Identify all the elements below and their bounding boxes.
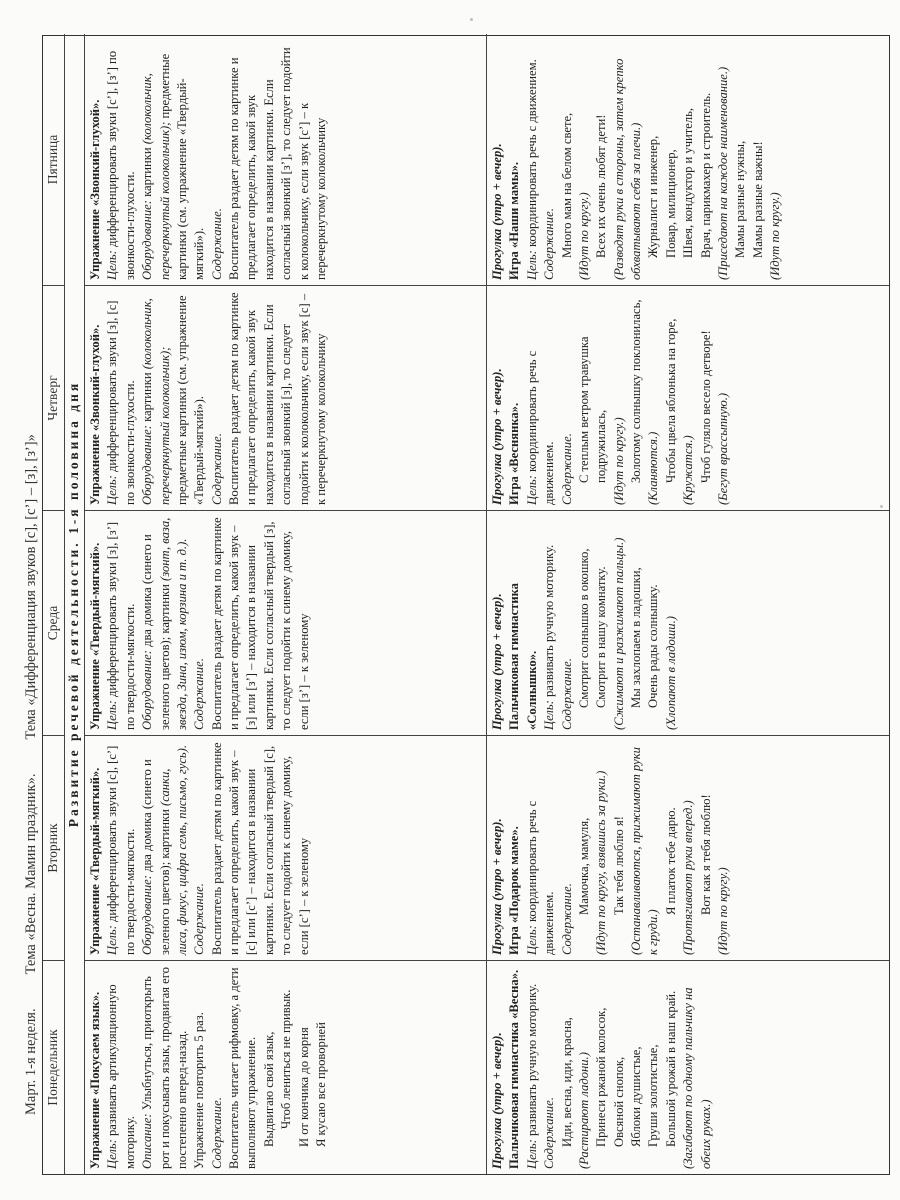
verse-line: Журналист и инженер, xyxy=(646,135,661,258)
stage-direction: (Загибают по одному пальчику на обеих руках.) xyxy=(681,987,713,1169)
cell-tuesday-exercise xyxy=(85,735,487,960)
cell-wednesday-game xyxy=(487,510,889,735)
verse-line: Так тебя люблю я! xyxy=(611,816,626,915)
stage-direction: (Идут по кругу.) xyxy=(611,417,626,505)
equipment-items: (колокольчик, перечеркнутый колокольчик); xyxy=(140,298,172,505)
section-title: Развитие речевой деятельности. 1-я половина дня xyxy=(65,34,85,1174)
verse-line: Смотрит солнышко в окошко, xyxy=(576,548,591,708)
stage-direction: (Растирают ладони.) xyxy=(576,1052,591,1169)
goal-text: развивать ручную моторику. xyxy=(542,544,557,698)
content-intro: Воспитатель читает рифмовку, а дети выполняют упражнение. xyxy=(227,967,259,1169)
goal-text: дифференцировать звуки [с], [с’] по твердости-мягкости. xyxy=(105,745,137,955)
equipment-items: (колокольчик, перечеркнутый колокольчик); xyxy=(140,73,172,280)
walk-label: Прогулка (утро + вечер). xyxy=(490,818,504,955)
stage-direction: (Разводят руки в стороны, затем крепко обхватывают себя за плечи.) xyxy=(611,58,643,280)
content-label: Содержание. xyxy=(192,658,207,730)
day-header-friday: Пятница xyxy=(43,34,65,285)
poem-line: Чтоб лениться не привык. xyxy=(279,989,294,1129)
day-header-tuesday: Вторник xyxy=(43,735,65,960)
verse-line: С теплым ветром травушка подружилась, xyxy=(576,336,609,483)
equipment-tail: предметные картинки (см. упражнение «Твердый-мягкий»). xyxy=(157,53,207,280)
cell-friday-exercise xyxy=(85,34,487,285)
description-label: Описание: xyxy=(140,1113,155,1169)
goal-text: развивать артикуляционную моторику. xyxy=(105,984,137,1169)
goal-text: дифференцировать звуки [с’], [з’] по звонкости-глухости. xyxy=(105,50,137,280)
exercise-title: Упражнение «Твердый-мягкий». xyxy=(88,542,102,730)
goal-label: Цель: xyxy=(105,1139,120,1169)
verse-line: Повар, милиционер, xyxy=(663,149,678,258)
equipment-label: Оборудование: xyxy=(140,875,155,955)
verse-line: Мы захлопаем в ладошки, xyxy=(629,567,643,708)
walk-label: Прогулка (утро + вечер). xyxy=(490,1032,504,1169)
equipment-text: два домика (синего и зеленого цветов); картинки xyxy=(140,759,172,955)
verse-line: Мамы разные нужны, xyxy=(733,140,748,258)
stage-direction: (Кружатся.) xyxy=(681,435,696,505)
equipment-text: два домика (синего и зеленого цветов); картинки xyxy=(140,534,172,730)
verse-line: Яблоки душистые, xyxy=(629,1046,643,1147)
verse-line: Груши золотистые, xyxy=(646,1044,661,1147)
cell-wednesday-exercise xyxy=(85,510,487,735)
goal-label: Цель: xyxy=(105,250,120,280)
weekly-plan-table xyxy=(42,35,890,1175)
stage-direction: (Приседают на каждое наименование.) xyxy=(715,66,730,280)
stage-direction: (Идут по кругу.) xyxy=(715,867,730,955)
walk-label: Прогулка (утро + вечер). xyxy=(490,143,504,280)
cell-thursday-exercise xyxy=(85,285,487,510)
equipment-label: Оборудование: xyxy=(140,425,155,505)
verse-line: Мамы разные важны! xyxy=(750,141,765,258)
verse-line: Смотрит в нашу комнатку. xyxy=(594,566,609,708)
scan-artifact xyxy=(470,18,473,21)
content-text: Воспитатель раздает детям по картинке и предлагает определить, какой звук – [с] или [с’] – находится в названии картинки. Если согласный твердый [с], то следует подойти к синему домику, если [с’] – к зеленому xyxy=(209,742,311,955)
theme-sounds: Тема «Дифференциация звуков [с], [с’] – [з], [з’]» xyxy=(23,434,39,740)
content-text: Воспитатель раздает детям по картинке и предлагает определить, какой звук находится в названии картинки. Если согласный звонкий [з’], то следует подойти к колокольчику, если звук [с’] – к перечеркнутому колокольчику xyxy=(227,47,328,280)
rotated-plan-sheet xyxy=(20,35,890,1175)
cell-monday-game xyxy=(487,960,889,1174)
verse-line: Врач, парикмахер и строитель. xyxy=(698,92,713,258)
goal-label: Цель: xyxy=(542,700,557,730)
activity-title: Игра «Наши мамы». xyxy=(507,161,522,280)
content-text: Воспитатель раздает детям по картинке и предлагает определить, какой звук – [з] или [з’] – находится в названии картинки. Если согласный твердый [з], то следует подойти к синему домику, если [з’] – к зеленому xyxy=(209,517,311,730)
cell-friday-game xyxy=(487,34,889,285)
poem-line: И от кончика до корня xyxy=(296,1027,311,1147)
verse-line: Иди, весна, иди, красна, xyxy=(559,1017,574,1147)
goal-line xyxy=(524,741,559,955)
cell-tuesday-game xyxy=(487,735,889,960)
activity-title: Пальчиковая гимнастика «Солнышко». xyxy=(507,583,539,730)
verse-line: Много мам на белом свете, xyxy=(559,112,574,258)
content-label: Содержание. xyxy=(192,883,207,955)
goal-line xyxy=(524,291,559,505)
stage-direction: (Идут по кругу.) xyxy=(768,192,782,280)
goal-label: Цель: xyxy=(524,475,539,505)
exercise-title: Упражнение «Твердый-мягкий». xyxy=(88,767,102,955)
equipment-tail: предметные картинки (см. упражнение «Твердый-мягкий»). xyxy=(174,295,207,505)
goal-text: развивать ручную моторику. xyxy=(524,983,539,1137)
day-header-monday: Понедельник xyxy=(43,960,65,1174)
cell-monday-exercise xyxy=(85,960,487,1174)
exercise-title: Упражнение «Покусаем язык». xyxy=(88,991,102,1169)
content-text: Воспитатель раздает детям по картинке и предлагает определить, какой звук находится в названии картинки. Если согласный звонкий [з], то следует подойти к колокольчику, если звук [с] – к перечеркнутому колокольчику xyxy=(227,292,328,505)
stage-direction: (Останавливаются, прижимают руки к груди.) xyxy=(629,747,661,955)
goal-text: координировать речь с движением. xyxy=(524,59,539,248)
goal-label: Цель: xyxy=(105,925,120,955)
day-header-wednesday: Среда xyxy=(43,510,65,735)
walk-label: Прогулка (утро + вечер). xyxy=(490,593,504,730)
content-label: Содержание. xyxy=(559,433,574,505)
poem-line: Выдвигаю свой язык, xyxy=(261,1031,276,1147)
verse-line: Чтобы цвела яблонька на горе, xyxy=(663,318,678,483)
goal-label: Цель: xyxy=(524,925,539,955)
cell-thursday-game xyxy=(487,285,889,510)
stage-direction: (Бегут врассыпную.) xyxy=(715,392,730,505)
content-label: Содержание. xyxy=(209,208,224,280)
description-text: Улыбнуться, приоткрыть рот и покусывать язык, продвигая его постепенно вперед-назад. Упражнение повторить 5 раз. xyxy=(140,967,207,1169)
verse-line: Швея, кондуктор и учитель, xyxy=(681,107,696,258)
verse-line: Принеси ржаной колосок, xyxy=(594,1007,609,1147)
theme-lexical: Тема «Весна. Мамин праздник». xyxy=(23,773,39,975)
verse-line: Золотому солнышку поклонилась, xyxy=(629,299,643,483)
equipment-label: Оборудование: xyxy=(140,650,155,730)
content-label: Содержание. xyxy=(209,433,224,505)
verse-line: Вот как я тебя люблю! xyxy=(698,794,713,915)
activity-title: Игра «Подарок маме». xyxy=(507,826,522,955)
verse-line: Я платок тебе дарю. xyxy=(663,807,678,915)
stage-direction: (Кланяются.) xyxy=(646,431,661,505)
day-header-thursday: Четверг xyxy=(43,285,65,510)
exercise-title: Упражнение «Звонкий-глухой». xyxy=(88,99,102,280)
activity-title: Пальчиковая гимнастика «Весна». xyxy=(507,969,522,1169)
content-label: Содержание. xyxy=(209,1097,224,1169)
content-label: Содержание. xyxy=(559,658,574,730)
goal-label: Цель: xyxy=(524,250,539,280)
poem-line: Я кусаю все проворней xyxy=(313,1022,328,1147)
content-label: Содержание. xyxy=(542,1097,557,1169)
verse-line: Очень рады солнышку. xyxy=(646,584,661,708)
goal-text: координировать речь с движением. xyxy=(524,350,557,505)
goal-label: Цель: xyxy=(105,475,120,505)
goal-line xyxy=(524,39,541,280)
verse-line: Большой урожай в наш край. xyxy=(663,990,678,1147)
verse-line: Мамочка, мамуля, xyxy=(576,817,591,915)
stage-direction: (Идут по кругу, взявшись за руки.) xyxy=(594,770,609,955)
goal-text: координировать речь с движением. xyxy=(524,800,557,955)
goal-line xyxy=(541,516,558,730)
goal-line xyxy=(524,966,541,1169)
stage-direction: (Хлопают в ладоши.) xyxy=(663,616,678,730)
exercise-title: Упражнение «Звонкий-глухой». xyxy=(88,324,102,505)
verse-line: Овсяной снопок, xyxy=(611,1056,626,1147)
goal-text: дифференцировать звуки [з], [с] по звонкости-глухости. xyxy=(105,300,137,505)
week-label: Март. 1-я неделя. xyxy=(23,1008,39,1115)
verse-line: Чтоб гуляло весело детворе! xyxy=(698,330,713,483)
goal-label: Цель: xyxy=(105,700,120,730)
content-label: Содержание. xyxy=(559,883,574,955)
activity-title: Игра «Веснянка». xyxy=(507,402,522,505)
stage-direction: (Протягивают руки вперед.) xyxy=(681,800,696,955)
goal-label: Цель: xyxy=(524,1139,539,1169)
equipment-items: (санки, лиса, фикус, цифра семь, письмо, гусь). xyxy=(157,744,189,955)
verse-line: Всех их очень любят дети! xyxy=(594,114,609,258)
equipment-text: картинки xyxy=(140,147,155,197)
equipment-items: (зонт, ваза, звезда, Зина, изюм, корзина и т. д.). xyxy=(157,517,189,730)
stage-direction: (Идут по кругу.) xyxy=(576,192,591,280)
stage-direction: (Сжимают и разжимают пальцы.) xyxy=(611,537,626,730)
walk-label: Прогулка (утро + вечер). xyxy=(490,368,504,505)
content-label: Содержание. xyxy=(542,208,557,280)
goal-text: дифференцировать звуки [з], [з’] по твердости-мягкости. xyxy=(105,521,137,730)
equipment-text: картинки xyxy=(140,372,155,422)
document-title xyxy=(20,35,42,1175)
equipment-label: Оборудование: xyxy=(140,200,155,280)
